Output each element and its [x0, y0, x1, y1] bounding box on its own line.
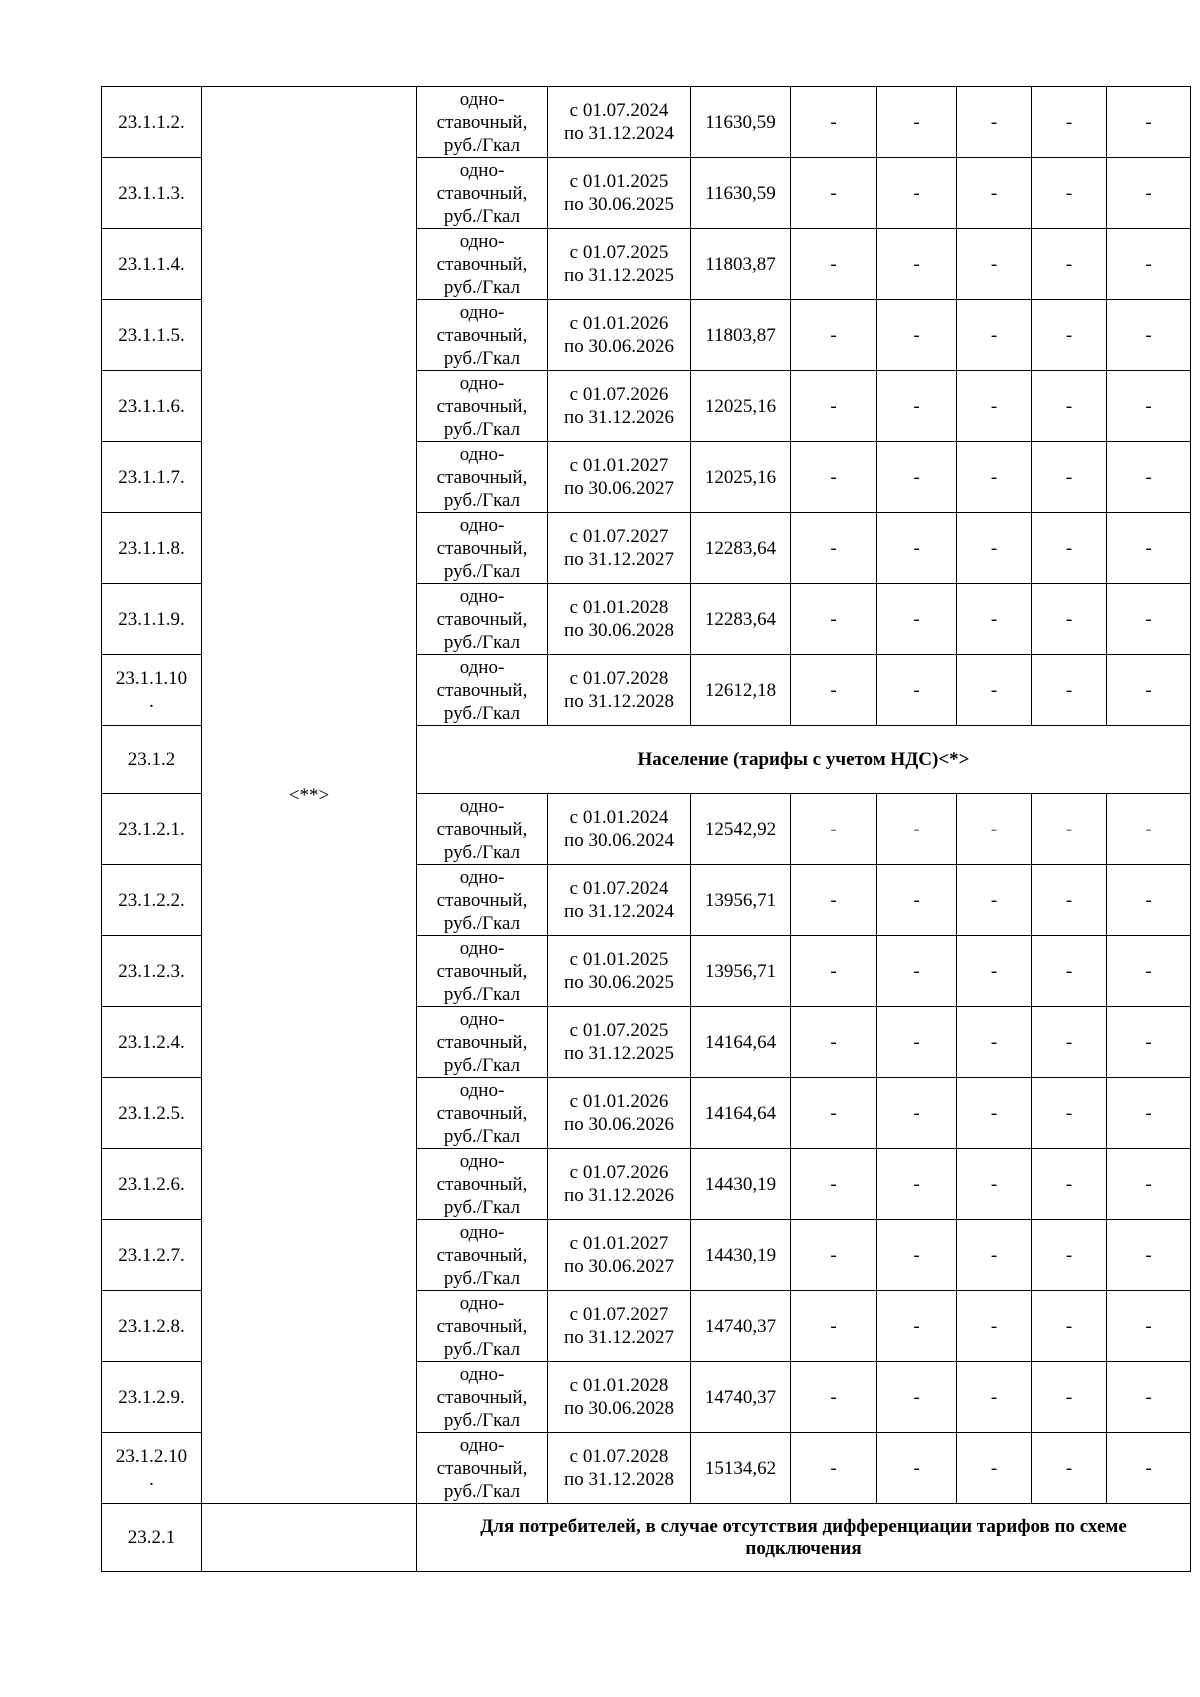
- tariff-type-line: одно-: [459, 443, 505, 465]
- tariff-value: 13956,71: [691, 936, 791, 1007]
- tariff-period: [548, 1220, 691, 1291]
- tariff-period-line: с 01.07.2028: [569, 668, 669, 689]
- empty-value: -: [877, 158, 957, 229]
- item-code: 23.1.1.5.: [102, 300, 202, 371]
- tariff-value: 14740,37: [691, 1291, 791, 1362]
- tariff-period: [548, 1291, 691, 1362]
- empty-value: -: [1107, 87, 1191, 158]
- empty-value: -: [957, 300, 1032, 371]
- tariff-type: [417, 1433, 548, 1504]
- empty-value: -: [957, 1291, 1032, 1362]
- tariff-period-line: по 30.06.2027: [564, 1256, 674, 1277]
- tariff-period-line: по 31.12.2026: [564, 407, 674, 428]
- tariff-period-line: с 01.07.2027: [569, 1304, 669, 1325]
- tariff-type-line: ставочный,: [436, 537, 528, 559]
- item-code: 23.1.1.7.: [102, 442, 202, 513]
- tariff-value: 13956,71: [691, 865, 791, 936]
- tariff-type-line: руб./Гкал: [443, 276, 521, 298]
- tariff-type-line: одно-: [459, 937, 505, 959]
- empty-value: -: [877, 1007, 957, 1078]
- item-code: 23.1.2.6.: [102, 1149, 202, 1220]
- empty-value: -: [1032, 442, 1107, 513]
- tariff-type-line: руб./Гкал: [443, 631, 521, 653]
- section-code: 23.2.1: [102, 1504, 202, 1572]
- tariff-value: 12542,92: [691, 794, 791, 865]
- empty-value: -: [877, 87, 957, 158]
- tariff-value: 12025,16: [691, 442, 791, 513]
- tariff-type-line: руб./Гкал: [443, 841, 521, 863]
- tariff-type-line: руб./Гкал: [443, 1196, 521, 1218]
- empty-value: -: [1107, 1149, 1191, 1220]
- tariff-type-line: ставочный,: [436, 324, 528, 346]
- item-code: 23.1.2.2.: [102, 865, 202, 936]
- tariff-period-line: по 30.06.2028: [564, 1398, 674, 1419]
- tariff-period-line: с 01.07.2026: [569, 1162, 669, 1183]
- empty-value: -: [877, 371, 957, 442]
- tariff-period-line: по 31.12.2028: [564, 691, 674, 712]
- tariff-value: 14430,19: [691, 1220, 791, 1291]
- tariff-value: 12025,16: [691, 371, 791, 442]
- tariff-type-line: одно-: [459, 866, 505, 888]
- tariff-type-line: ставочный,: [436, 253, 528, 275]
- tariff-value: 14430,19: [691, 1149, 791, 1220]
- tariff-type: [417, 1291, 548, 1362]
- tariff-type-line: ставочный,: [436, 111, 528, 133]
- empty-value: -: [1107, 513, 1191, 584]
- tariff-type-line: одно-: [459, 88, 505, 110]
- item-code: 23.1.1.9.: [102, 584, 202, 655]
- empty-value: -: [1107, 1007, 1191, 1078]
- tariff-type: [417, 87, 548, 158]
- item-code-line: 23.1.2.10: [115, 1446, 188, 1467]
- tariff-period-line: по 30.06.2026: [564, 1114, 674, 1135]
- tariff-period-line: по 30.06.2025: [564, 194, 674, 215]
- empty-value: -: [1032, 1291, 1107, 1362]
- tariff-type-line: руб./Гкал: [443, 560, 521, 582]
- empty-value: -: [1032, 794, 1107, 865]
- tariff-value: 12283,64: [691, 513, 791, 584]
- item-code-line: .: [149, 1469, 154, 1490]
- tariff-type-line: руб./Гкал: [443, 1409, 521, 1431]
- empty-value: -: [877, 442, 957, 513]
- item-code: 23.1.2.8.: [102, 1291, 202, 1362]
- tariff-period-line: с 01.07.2028: [569, 1446, 669, 1467]
- tariff-period: [548, 371, 691, 442]
- tariff-type-line: руб./Гкал: [443, 912, 521, 934]
- empty-value: -: [791, 936, 877, 1007]
- tariff-period-line: по 30.06.2026: [564, 336, 674, 357]
- tariff-type-line: руб./Гкал: [443, 1480, 521, 1502]
- tariff-period: [548, 229, 691, 300]
- tariff-type-line: ставочный,: [436, 182, 528, 204]
- section-row-consumers: [102, 1504, 1191, 1572]
- tariff-value: 11803,87: [691, 229, 791, 300]
- tariff-type-line: руб./Гкал: [443, 1054, 521, 1076]
- tariff-type-line: ставочный,: [436, 395, 528, 417]
- section-title: Для потребителей, в случае отсутствия дифференциации тарифов по схеме подключения: [417, 1504, 1191, 1572]
- merged-note-cell: <**>: [202, 87, 417, 1504]
- tariff-period: [548, 1078, 691, 1149]
- empty-value: -: [1032, 1220, 1107, 1291]
- tariff-value: 14164,64: [691, 1007, 791, 1078]
- item-code: 23.1.2.9.: [102, 1362, 202, 1433]
- tariff-type-line: ставочный,: [436, 1457, 528, 1479]
- tariff-type: [417, 1149, 548, 1220]
- empty-value: -: [877, 1291, 957, 1362]
- tariff-type-line: одно-: [459, 1363, 505, 1385]
- empty-value: -: [877, 1433, 957, 1504]
- empty-value: -: [877, 1362, 957, 1433]
- tariff-period-line: с 01.01.2027: [569, 455, 669, 476]
- tariff-type-line: одно-: [459, 585, 505, 607]
- tariff-period-line: по 30.06.2028: [564, 620, 674, 641]
- empty-value: -: [957, 158, 1032, 229]
- tariff-period-line: с 01.07.2025: [569, 1020, 669, 1041]
- empty-value: -: [957, 1149, 1032, 1220]
- tariff-type: [417, 1220, 548, 1291]
- tariff-type-line: одно-: [459, 159, 505, 181]
- empty-value: -: [791, 1220, 877, 1291]
- empty-value: -: [957, 584, 1032, 655]
- tariff-period: [548, 1149, 691, 1220]
- tariff-period-line: по 30.06.2025: [564, 972, 674, 993]
- tariff-value: 12283,64: [691, 584, 791, 655]
- tariff-type-line: руб./Гкал: [443, 418, 521, 440]
- tariff-type-line: ставочный,: [436, 1173, 528, 1195]
- item-code: 23.1.2.7.: [102, 1220, 202, 1291]
- tariff-type-line: одно-: [459, 1008, 505, 1030]
- empty-value: -: [957, 936, 1032, 1007]
- tariff-period-line: с 01.07.2024: [569, 878, 669, 899]
- tariff-type-line: ставочный,: [436, 608, 528, 630]
- tariff-period-line: по 30.06.2027: [564, 478, 674, 499]
- tariff-type-line: руб./Гкал: [443, 702, 521, 724]
- empty-value: -: [791, 1078, 877, 1149]
- tariff-period: [548, 865, 691, 936]
- empty-value: -: [877, 936, 957, 1007]
- tariff-type-line: одно-: [459, 372, 505, 394]
- empty-value: -: [1032, 865, 1107, 936]
- tariff-type-line: руб./Гкал: [443, 347, 521, 369]
- tariff-value: 11630,59: [691, 87, 791, 158]
- tariff-table: [101, 86, 1191, 1572]
- tariff-period-line: с 01.01.2026: [569, 1091, 669, 1112]
- empty-value: -: [791, 229, 877, 300]
- empty-value: -: [1032, 1433, 1107, 1504]
- empty-value: -: [877, 1149, 957, 1220]
- empty-value: -: [957, 87, 1032, 158]
- tariff-period-line: по 31.12.2024: [564, 901, 674, 922]
- tariff-value: 11630,59: [691, 158, 791, 229]
- tariff-type-line: ставочный,: [436, 1031, 528, 1053]
- tariff-type-line: руб./Гкал: [443, 489, 521, 511]
- item-code: [102, 655, 202, 726]
- tariff-period: [548, 936, 691, 1007]
- empty-value: -: [957, 371, 1032, 442]
- empty-value: -: [1107, 936, 1191, 1007]
- tariff-period: [548, 87, 691, 158]
- empty-value: -: [791, 87, 877, 158]
- tariff-type: [417, 300, 548, 371]
- tariff-period: [548, 300, 691, 371]
- item-code: 23.1.1.2.: [102, 87, 202, 158]
- empty-value: -: [1107, 158, 1191, 229]
- tariff-type-line: ставочный,: [436, 889, 528, 911]
- tariff-period-line: по 31.12.2027: [564, 549, 674, 570]
- empty-cell: [202, 1504, 417, 1572]
- empty-value: -: [1107, 1433, 1191, 1504]
- tariff-type-line: руб./Гкал: [443, 983, 521, 1005]
- tariff-type-line: руб./Гкал: [443, 134, 521, 156]
- tariff-table-body: [102, 87, 1191, 1572]
- tariff-type: [417, 936, 548, 1007]
- tariff-period-line: по 31.12.2025: [564, 265, 674, 286]
- tariff-type: [417, 513, 548, 584]
- tariff-type-line: руб./Гкал: [443, 205, 521, 227]
- tariff-type-line: одно-: [459, 795, 505, 817]
- tariff-period-line: с 01.01.2024: [569, 807, 669, 828]
- item-code-line: .: [149, 691, 154, 712]
- empty-value: -: [877, 1078, 957, 1149]
- tariff-period: [548, 513, 691, 584]
- empty-value: -: [1107, 1078, 1191, 1149]
- empty-value: -: [791, 584, 877, 655]
- tariff-period: [548, 442, 691, 513]
- empty-value: -: [957, 513, 1032, 584]
- empty-value: -: [1032, 87, 1107, 158]
- tariff-type: [417, 584, 548, 655]
- empty-value: -: [1107, 300, 1191, 371]
- tariff-type: [417, 158, 548, 229]
- empty-value: -: [791, 1149, 877, 1220]
- empty-value: -: [1032, 584, 1107, 655]
- empty-value: -: [1107, 1291, 1191, 1362]
- empty-value: -: [1032, 513, 1107, 584]
- tariff-period-line: с 01.01.2027: [569, 1233, 669, 1254]
- empty-value: -: [1032, 1007, 1107, 1078]
- empty-value: -: [1032, 936, 1107, 1007]
- item-code: 23.1.1.8.: [102, 513, 202, 584]
- empty-value: -: [791, 794, 877, 865]
- empty-value: -: [791, 371, 877, 442]
- empty-value: -: [877, 229, 957, 300]
- tariff-type: [417, 442, 548, 513]
- section-title: Население (тарифы с учетом НДС)<*>: [417, 726, 1191, 794]
- tariff-period-line: с 01.07.2025: [569, 242, 669, 263]
- tariff-value: 12612,18: [691, 655, 791, 726]
- empty-value: -: [1107, 1220, 1191, 1291]
- item-code: [102, 1433, 202, 1504]
- empty-value: -: [957, 655, 1032, 726]
- tariff-period-line: по 31.12.2024: [564, 123, 674, 144]
- empty-value: -: [1107, 371, 1191, 442]
- tariff-type-line: ставочный,: [436, 466, 528, 488]
- tariff-type: [417, 794, 548, 865]
- empty-value: -: [1032, 229, 1107, 300]
- tariff-value: 14164,64: [691, 1078, 791, 1149]
- tariff-type-line: ставочный,: [436, 1315, 528, 1337]
- item-code: 23.1.2.5.: [102, 1078, 202, 1149]
- empty-value: -: [1032, 1362, 1107, 1433]
- empty-value: -: [957, 1220, 1032, 1291]
- tariff-type-line: руб./Гкал: [443, 1267, 521, 1289]
- tariff-type: [417, 371, 548, 442]
- empty-value: -: [791, 1433, 877, 1504]
- empty-value: -: [877, 584, 957, 655]
- empty-value: -: [1032, 371, 1107, 442]
- tariff-period-line: с 01.01.2026: [569, 313, 669, 334]
- empty-value: -: [1107, 229, 1191, 300]
- empty-value: -: [957, 865, 1032, 936]
- tariff-period-line: по 31.12.2025: [564, 1043, 674, 1064]
- tariff-type: [417, 865, 548, 936]
- empty-value: -: [877, 794, 957, 865]
- tariff-type: [417, 1007, 548, 1078]
- tariff-type-line: одно-: [459, 1079, 505, 1101]
- empty-value: -: [957, 1007, 1032, 1078]
- empty-value: -: [957, 794, 1032, 865]
- empty-value: -: [1032, 1078, 1107, 1149]
- empty-value: -: [791, 513, 877, 584]
- empty-value: -: [1107, 655, 1191, 726]
- item-code-line: 23.1.1.10: [115, 668, 188, 689]
- tariff-type-line: руб./Гкал: [443, 1125, 521, 1147]
- empty-value: -: [1107, 584, 1191, 655]
- tariff-period-line: по 30.06.2024: [564, 830, 674, 851]
- empty-value: -: [877, 1220, 957, 1291]
- tariff-type-line: ставочный,: [436, 1386, 528, 1408]
- item-code: 23.1.2.4.: [102, 1007, 202, 1078]
- empty-value: -: [877, 655, 957, 726]
- empty-value: -: [791, 1007, 877, 1078]
- tariff-type-line: одно-: [459, 656, 505, 678]
- empty-value: -: [957, 229, 1032, 300]
- tariff-value: 14740,37: [691, 1362, 791, 1433]
- tariff-type-line: одно-: [459, 1292, 505, 1314]
- empty-value: -: [1107, 1362, 1191, 1433]
- empty-value: -: [791, 1362, 877, 1433]
- tariff-type-line: одно-: [459, 1221, 505, 1243]
- empty-value: -: [957, 1433, 1032, 1504]
- empty-value: -: [1032, 655, 1107, 726]
- tariff-type-line: ставочный,: [436, 679, 528, 701]
- empty-value: -: [1107, 865, 1191, 936]
- tariff-period-line: с 01.01.2025: [569, 949, 669, 970]
- tariff-period-line: с 01.01.2028: [569, 597, 669, 618]
- empty-value: -: [877, 513, 957, 584]
- tariff-period-line: с 01.01.2028: [569, 1375, 669, 1396]
- empty-value: -: [877, 865, 957, 936]
- empty-value: -: [957, 1362, 1032, 1433]
- empty-value: -: [791, 865, 877, 936]
- tariff-type-line: одно-: [459, 514, 505, 536]
- empty-value: -: [957, 1078, 1032, 1149]
- tariff-period-line: с 01.07.2027: [569, 526, 669, 547]
- tariff-period: [548, 584, 691, 655]
- tariff-type-line: одно-: [459, 1434, 505, 1456]
- tariff-type-line: одно-: [459, 301, 505, 323]
- empty-value: -: [791, 655, 877, 726]
- empty-value: -: [1032, 158, 1107, 229]
- tariff-value: 15134,62: [691, 1433, 791, 1504]
- tariff-type: [417, 229, 548, 300]
- item-code: 23.1.2.3.: [102, 936, 202, 1007]
- empty-value: -: [1032, 300, 1107, 371]
- tariff-type: [417, 1078, 548, 1149]
- section-code: 23.1.2: [102, 726, 202, 794]
- empty-value: -: [791, 158, 877, 229]
- tariff-type: [417, 655, 548, 726]
- tariff-type-line: ставочный,: [436, 1102, 528, 1124]
- tariff-type-line: одно-: [459, 230, 505, 252]
- tariff-period: [548, 1362, 691, 1433]
- tariff-period-line: по 31.12.2027: [564, 1327, 674, 1348]
- tariff-period: [548, 1007, 691, 1078]
- item-code: 23.1.2.1.: [102, 794, 202, 865]
- empty-value: -: [1032, 1149, 1107, 1220]
- tariff-period: [548, 158, 691, 229]
- tariff-type-line: ставочный,: [436, 960, 528, 982]
- tariff-period-line: с 01.07.2024: [569, 100, 669, 121]
- empty-value: -: [957, 442, 1032, 513]
- tariff-period-line: по 31.12.2028: [564, 1469, 674, 1490]
- empty-value: -: [791, 300, 877, 371]
- empty-value: -: [791, 442, 877, 513]
- tariff-period-line: с 01.01.2025: [569, 171, 669, 192]
- item-code: 23.1.1.3.: [102, 158, 202, 229]
- table-row: [102, 87, 1191, 158]
- tariff-type: [417, 1362, 548, 1433]
- tariff-period: [548, 655, 691, 726]
- tariff-type-line: одно-: [459, 1150, 505, 1172]
- empty-value: -: [1107, 794, 1191, 865]
- item-code: 23.1.1.6.: [102, 371, 202, 442]
- tariff-period-line: по 31.12.2026: [564, 1185, 674, 1206]
- item-code: 23.1.1.4.: [102, 229, 202, 300]
- tariff-type-line: руб./Гкал: [443, 1338, 521, 1360]
- tariff-type-line: ставочный,: [436, 818, 528, 840]
- empty-value: -: [791, 1291, 877, 1362]
- tariff-period: [548, 794, 691, 865]
- tariff-value: 11803,87: [691, 300, 791, 371]
- empty-value: -: [877, 300, 957, 371]
- empty-value: -: [1107, 442, 1191, 513]
- tariff-period-line: с 01.07.2026: [569, 384, 669, 405]
- tariff-type-line: ставочный,: [436, 1244, 528, 1266]
- tariff-period: [548, 1433, 691, 1504]
